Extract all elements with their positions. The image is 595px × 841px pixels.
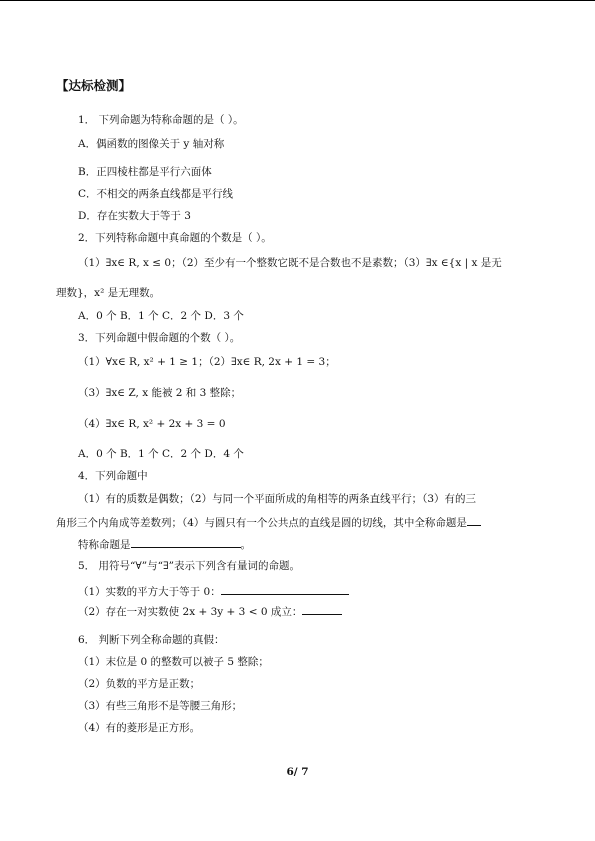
q1-option-b: B．正四棱柱都是平行六面体 [78,166,212,178]
q4-line3-text: 特称命题是 [78,539,131,551]
q4-line1: （1）有的质数是偶数；（2）与同一个平面所成的角相等的两条直线平行；（3）有的三 [78,493,477,505]
q4-line3-end: 。 [240,539,251,551]
q5-item2 [78,603,342,619]
q5-item1-text: （1）实数的平方大于等于 0： [78,586,221,598]
q6-item1: （1）末位是 0 的整数可以被子 5 整除； [78,656,269,668]
q4-line2-text: 角形三个内角成等差数列；（4）与圆只有一个公共点的直线是圆的切线，其中全称命题是 [56,517,467,529]
q6-stem: 6． 判断下列全称命题的真假： [78,634,225,646]
q5-item1 [78,583,349,599]
q2-stem: 2．下列特称命题中真命题的个数是（ ）。 [78,232,272,244]
q1-option-d: D．存在实数大于等于 3 [78,210,191,222]
q6-item2: （2）负数的平方是正数； [78,678,201,690]
section-heading: 【达标检测】 [56,78,132,93]
universal-answer-blank[interactable] [467,514,481,526]
q1-stem: 1． 下列命题为特称命题的是（ ）。 [78,114,244,126]
q3-stem: 3．下列命题中假命题的个数（ ）。 [78,332,241,344]
q6-item3: （3）有些三角形不是等腰三角形； [78,700,243,712]
page-number: 6/ 7 [286,766,309,778]
q1-option-c: C．不相交的两条直线都是平行线 [78,188,234,200]
header-rule [0,0,595,1]
q1-option-a: A．偶函数的图像关于 y 轴对称 [78,138,225,150]
q3-item4: （4）∃x∈ R, x² + 2x + 3 = 0 [78,418,226,430]
q5-stem: 5． 用符号“∀”与“∃”表示下列含有量词的命题。 [78,560,301,572]
q4-line3 [78,536,251,552]
q2-line2: 理数}，x² 是无理数。 [56,287,161,299]
q5-item2-blank[interactable] [302,603,342,615]
q5-item2-text: （2）存在一对实数使 2x + 3y + 3 < 0 成立： [78,606,303,618]
q6-item4: （4）有的菱形是正方形。 [78,722,201,734]
q4-line2 [56,514,481,530]
q2-options: A．0 个 B．1 个 C．2 个 D．3 个 [78,310,244,322]
q3-item1: （1）∀x∈ R, x² + 1 ≥ 1；（2）∃x∈ R, 2x + 1 = 3； [78,356,336,368]
q3-options: A．0 个 B．1 个 C．2 个 D．4 个 [78,448,244,460]
particular-answer-blank[interactable] [131,536,241,548]
q2-line1: （1）∃x∈ R, x ≤ 0；（2）至少有一个整数它既不是合数也不是素数；（3）∃x ∈{x | x 是无 [78,257,502,269]
q5-item1-blank[interactable] [221,583,349,595]
q3-item3: （3）∃x∈ Z, x 能被 2 和 3 整除； [78,387,242,399]
q4-stem: 4．下列命题中 [78,470,148,482]
